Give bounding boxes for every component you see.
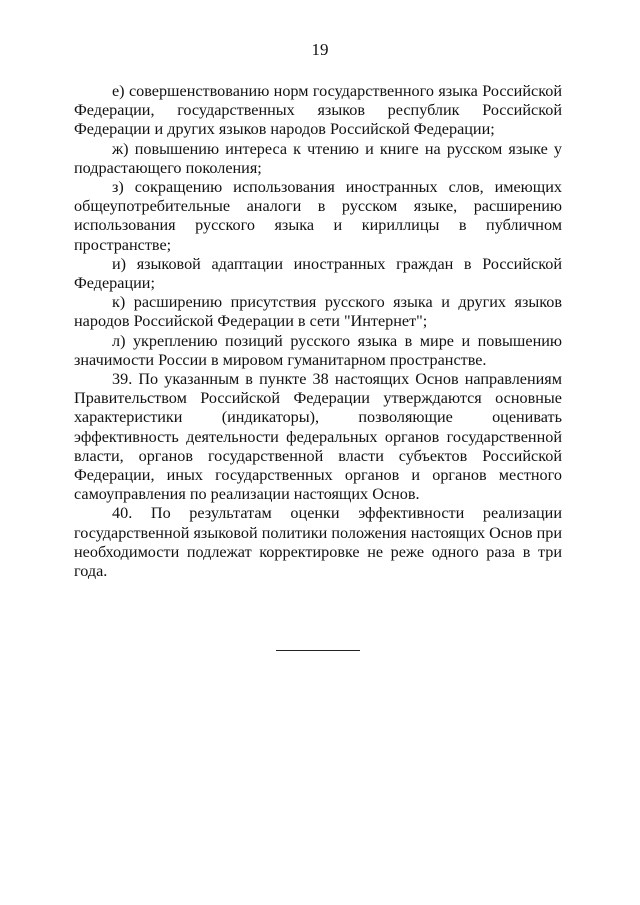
page-number: 19: [311, 40, 329, 59]
section-40-paragraph: 40. По результатам оценки эффективности реализации государственной языковой политики положения настоящих Основ при необходимости подлежат корректировке не реже одного раза в три года.: [74, 504, 562, 581]
list-item-k: к) расширению присутствия русского языка и других языков народов Российской Федерации в сети "Интернет";: [74, 293, 562, 331]
list-item-i: и) языковой адаптации иностранных граждан в Российской Федерации;: [74, 254, 562, 293]
list-item-zh: ж) повышению интереса к чтению и книге на русском языке у подрастающего поколения;: [74, 139, 562, 177]
list-item-z: з) сокращению использования иностранных слов, имеющих общеупотребительные аналоги в русском языке, расширению использования русского языка и кириллицы в публичном пространстве;: [74, 178, 562, 254]
section-39-paragraph: 39. По указанным в пункте 38 настоящих Основ направлениям Правительством Российской Федерации утверждаются основные характеристики (индикаторы), позволяющие оценивать эффективность деятельности федеральных органов государственной власти, органов государственной власти субъектов Российской Федерации, иных государственных органов и органов местного самоуправления по реализации настоящих Основ.: [74, 370, 562, 504]
list-item-l: л) укреплению позиций русского языка в мире и повышению значимости России в мировом гуманитарном пространстве.: [74, 331, 562, 369]
list-item-e: е) совершенствованию норм государственного языка Российской Федерации, государственных языков республик Российской Федерации и других языков народов Российской Федерации;: [74, 82, 562, 139]
document-body: [74, 82, 562, 581]
end-divider-line: [276, 650, 360, 651]
